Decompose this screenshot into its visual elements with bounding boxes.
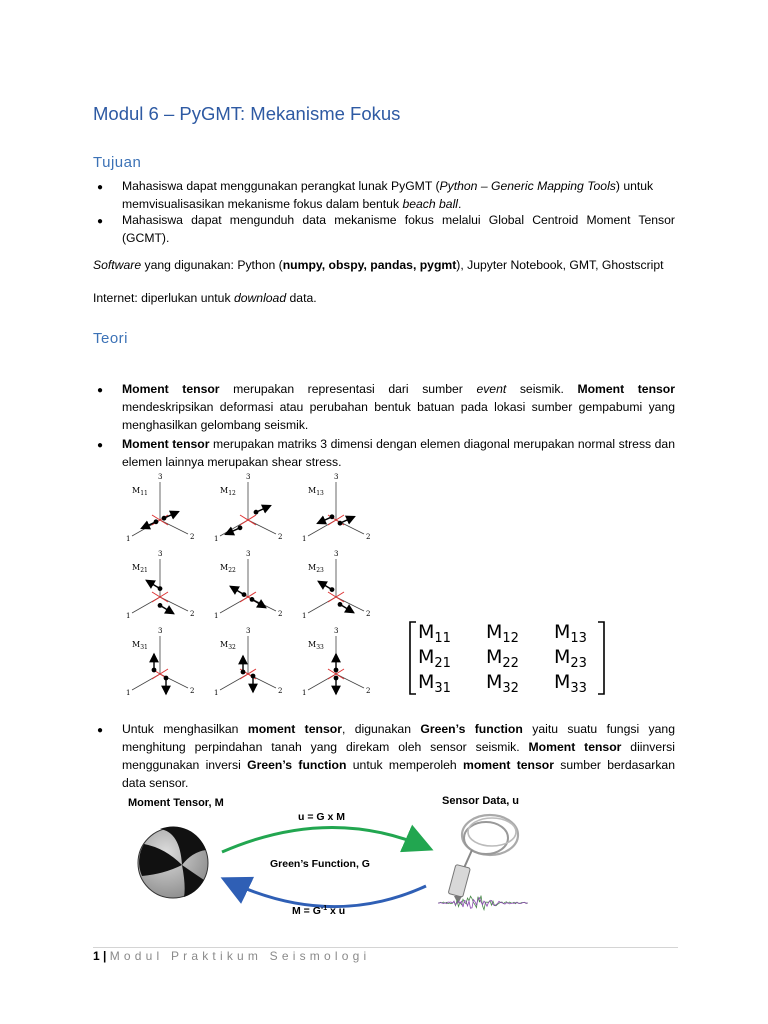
page-number: 1 [93,949,100,963]
bullet: ● [97,725,104,736]
tensor-component-m33 [302,627,370,697]
axis-label: 1 [126,535,131,543]
tensor-component-m31 [126,627,194,697]
bullet: ● [97,216,104,227]
axis-label: 2 [366,687,371,695]
tensor-component-label: $M_{11}$ [132,486,148,497]
axis-label: 3 [334,550,339,558]
inverse-arrow [226,880,426,907]
matrix-cell: $M_{31}$ [418,671,451,696]
seismic-sensor-icon [448,815,518,904]
forward-arrow [222,827,428,852]
matrix-right-bracket [598,622,604,694]
matrix-cell: $M_{32}$ [486,671,519,696]
greens-function-diagram [120,790,540,940]
axis-label: 1 [126,689,131,697]
tensor-component-m13 [302,473,370,543]
forward-equation: u = G x M [298,811,345,823]
axis-label: 1 [302,689,307,697]
axis-label: 3 [246,627,251,635]
tensor-component-m21 [126,550,194,620]
moment-tensor-label: Moment Tensor, M [128,797,224,809]
axis-label: 3 [246,473,251,481]
footer-separator: | [103,949,107,963]
teori-item-3: Untuk menghasilkan moment tensor, digunakan Green’s function yaitu suatu fungsi yang menghitung perpindahan tanah yang direkam oleh sensor seismik. Moment tensor diinversi menggunakan inversi Green’s function untuk memperoleh moment tensor sumber berdasarkan data sensor. [122,722,675,790]
bullet: ● [97,385,104,396]
tujuan-item-2: Mahasiswa dapat mengunduh data mekanisme fokus melalui Global Centroid Moment Tensor (GCMT). [122,213,675,245]
axis-label: 1 [302,612,307,620]
matrix-left-bracket [410,622,416,694]
matrix-cell: $M_{11}$ [418,621,451,646]
tensor-component-label: $M_{13}$ [308,486,324,497]
matrix-cell: $M_{23}$ [554,646,587,671]
footer-divider [93,947,678,948]
axis-label: 2 [190,687,195,695]
axis-label: 2 [366,610,371,618]
axis-label: 3 [334,473,339,481]
matrix-cell: $M_{13}$ [554,621,587,646]
greens-function-label: Green’s Function, G [270,858,370,870]
axis-label: 2 [366,533,371,541]
inverse-equation: $M = G^{-1}$ x u [292,905,346,917]
bullet: ● [97,182,104,193]
tensor-component-m32 [214,627,282,697]
matrix-cell: $M_{12}$ [486,621,519,646]
footer-text: Modul Praktikum Seismologi [109,949,371,963]
beach-ball-icon [138,827,208,898]
axis-label: 2 [278,687,283,695]
axis-label: 3 [246,550,251,558]
axis-label: 1 [214,689,219,697]
axis-label: 1 [302,535,307,543]
tensor-component-label: $M_{32}$ [220,640,236,651]
tensor-component-label: $M_{23}$ [308,563,324,574]
tujuan-item-1: Mahasiswa dapat menggunakan perangkat lunak PyGMT (Python – Generic Mapping Tools) untuk memvisualisasikan mekanisme fokus dalam bentuk beach ball. [122,179,654,211]
teori-item-2: Moment tensor merupakan matriks 3 dimensi dengan elemen diagonal merupakan normal stress dan elemen lainnya merupakan shear stress. [122,437,675,469]
bullet: ● [97,440,104,451]
tensor-component-label: $M_{12}$ [220,486,236,497]
tensor-component-m11 [126,473,194,543]
footer [93,949,370,963]
tensor-component-label: $M_{31}$ [132,640,148,651]
axis-label: 3 [158,627,163,635]
matrix-cell: $M_{21}$ [418,646,451,671]
axis-label: 1 [214,535,219,543]
axis-label: 1 [214,612,219,620]
axis-label: 3 [334,627,339,635]
axis-label: 3 [158,550,163,558]
tensor-component-m23 [302,550,370,620]
internet-line: Internet: diperlukan untuk download data. [93,291,317,305]
tensor-component-m22 [214,550,282,620]
axis-label: 2 [190,610,195,618]
software-line: Software yang digunakan: Python (numpy, obspy, pandas, pygmt), Jupyter Notebook, GMT, Ghostscript [93,258,664,272]
sensor-data-label: Sensor Data, u [442,795,520,807]
teori-item-1: Moment tensor merupakan representasi dari sumber event seismik. Moment tensor mendeskripsikan deformasi atau perubahan bentuk batuan pada lokasi sumber gempabumi yang menghasilkan gelombang seismik. [122,382,675,432]
tensor-component-m12 [214,473,282,543]
matrix-cell: $M_{22}$ [486,646,519,671]
tensor-component-label: $M_{21}$ [132,563,148,574]
axis-label: 2 [190,533,195,541]
tensor-component-label: $M_{22}$ [220,563,236,574]
section-heading-tujuan: Tujuan [93,154,142,171]
matrix-cell: $M_{33}$ [554,671,587,696]
page-title: Modul 6 – PyGMT: Mekanisme Fokus [93,103,401,124]
tensor-components-figure [118,473,378,708]
axis-label: 1 [126,612,131,620]
axis-label: 2 [278,610,283,618]
section-heading-teori: Teori [93,330,129,347]
moment-tensor-matrix [402,614,612,700]
axis-label: 3 [158,473,163,481]
axis-label: 2 [278,533,283,541]
tensor-component-label: $M_{33}$ [308,640,324,651]
